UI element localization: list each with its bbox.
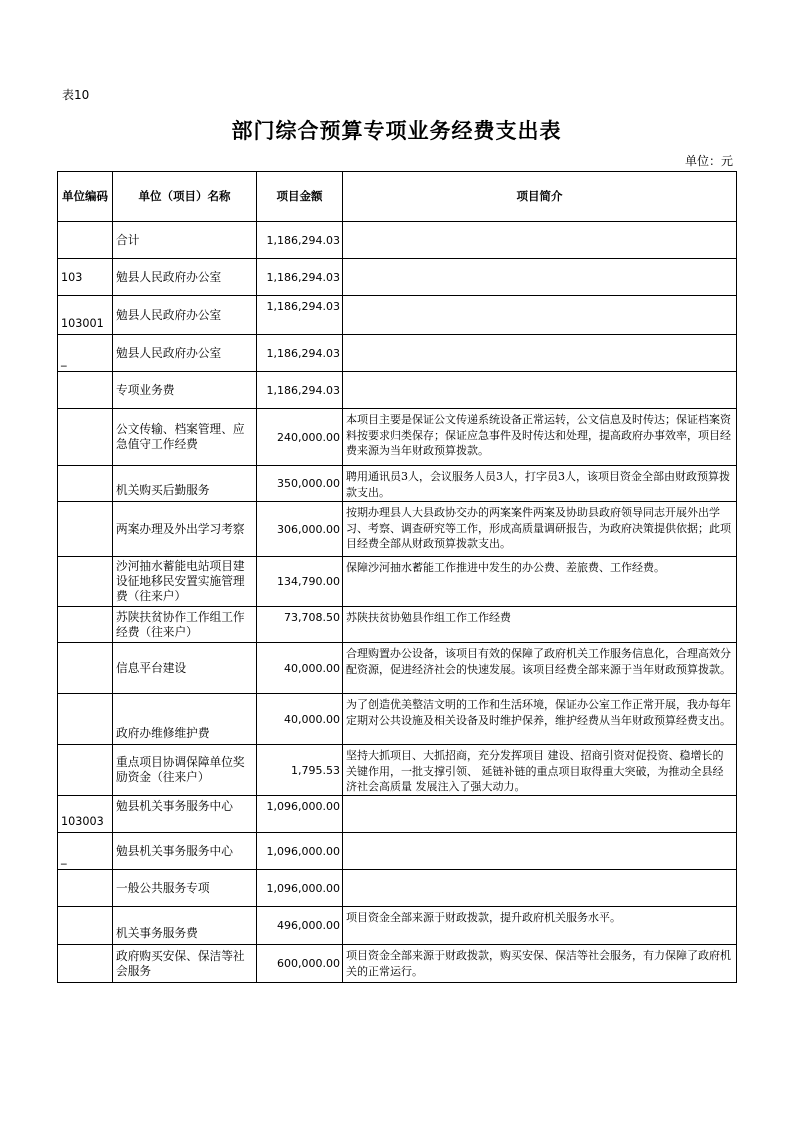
row-project-name: 两案办理及外出学习考察 (113, 502, 257, 557)
row-description: 坚持大抓项目、大抓招商，充分发挥项目 建设、招商引资对促投资、稳增长的关键作用，一批支撑引领、 延链补链的重点项目取得重大突破，为推动全县经济社会高质量 发展注入了强大动力。 (343, 745, 737, 796)
row-description: 聘用通讯员3人，会议服务人员3人，打字员3人，该项目资金全部由财政预算拨款支出。 (343, 466, 737, 502)
row-unit-code (58, 502, 113, 557)
row-unit-code (58, 409, 113, 466)
table-row (58, 409, 737, 466)
row-description: 按期办理县人大县政协交办的两案案件两案及协助县政府领导同志开展外出学习、考察、调查研究等工作，形成高质量调研报告，为政府决策提供依据；此项目经费全部从财政预算拨款支出。 (343, 502, 737, 557)
row-description (343, 259, 737, 296)
page-title: 部门综合预算专项业务经费支出表 (231, 118, 562, 143)
row-project-name: 勉县人民政府办公室 (113, 259, 257, 296)
row-amount: 1,096,000.00 (257, 796, 343, 833)
row-amount: 1,186,294.03 (257, 296, 343, 335)
row-description (343, 796, 737, 833)
budget-table (57, 171, 737, 983)
table-row (58, 607, 737, 643)
row-unit-code: 103 (58, 259, 113, 296)
row-project-name: 沙河抽水蓄能电站项目建设征地移民安置实施管理费（往来户） (113, 557, 257, 607)
table-body (58, 222, 737, 983)
row-project-name: 一般公共服务专项 (113, 870, 257, 907)
row-description: 本项目主要是保证公文传递系统设备正常运转，公文信息及时传达；保证档案资料按要求归类保存；保证应急事件及时传达和处理，提高政府办事效率，项目经费来源为当年财政预算拨款。 (343, 409, 737, 466)
row-project-name: 勉县人民政府办公室 (113, 335, 257, 372)
row-description (343, 372, 737, 409)
row-description: 苏陕扶贫协勉县作组工作工作经费 (343, 607, 737, 643)
row-unit-code: 103003 (58, 796, 113, 833)
table-row (58, 296, 737, 335)
row-project-name: 政府购买安保、保洁等社会服务 (113, 945, 257, 983)
row-unit-code (58, 643, 113, 694)
row-project-name: 政府办维修维护费 (113, 694, 257, 745)
row-description (343, 222, 737, 259)
row-unit-code (58, 607, 113, 643)
row-amount: 496,000.00 (257, 907, 343, 945)
row-unit-code (58, 372, 113, 409)
row-unit-code: _ (58, 335, 113, 372)
row-amount: 1,096,000.00 (257, 870, 343, 907)
table-row (58, 643, 737, 694)
row-amount: 306,000.00 (257, 502, 343, 557)
header-amount: 项目金额 (257, 172, 343, 222)
table-row (58, 466, 737, 502)
row-project-name: 勉县机关事务服务中心 (113, 796, 257, 833)
row-unit-code (58, 557, 113, 607)
row-description (343, 870, 737, 907)
row-project-name: 重点项目协调保障单位奖励资金（往来户） (113, 745, 257, 796)
table-row (58, 557, 737, 607)
row-project-name: 机关事务服务费 (113, 907, 257, 945)
row-unit-code (58, 694, 113, 745)
table-row (58, 335, 737, 372)
row-unit-code (58, 466, 113, 502)
table-row (58, 745, 737, 796)
row-amount: 1,186,294.03 (257, 372, 343, 409)
table-row (58, 372, 737, 409)
table-row (58, 502, 737, 557)
row-unit-code (58, 870, 113, 907)
row-description: 项目资金全部来源于财政拨款，购买安保、保洁等社会服务，有力保障了政府机关的正常运行。 (343, 945, 737, 983)
table-row (58, 222, 737, 259)
row-amount: 350,000.00 (257, 466, 343, 502)
row-amount: 1,186,294.03 (257, 259, 343, 296)
row-amount: 1,795.53 (257, 745, 343, 796)
row-description: 合理购置办公设备，该项目有效的保障了政府机关工作服务信息化，合理高效分配资源，促进经济社会的快速发展。该项目经费全部来源于当年财政预算拨款。 (343, 643, 737, 694)
row-description: 项目资金全部来源于财政拨款，提升政府机关服务水平。 (343, 907, 737, 945)
row-unit-code (58, 745, 113, 796)
row-unit-code (58, 222, 113, 259)
row-project-name: 专项业务费 (113, 372, 257, 409)
row-project-name: 信息平台建设 (113, 643, 257, 694)
unit-label: 单位：元 (684, 154, 733, 168)
table-row (58, 907, 737, 945)
row-amount: 1,096,000.00 (257, 833, 343, 870)
row-amount: 40,000.00 (257, 643, 343, 694)
row-project-name: 合计 (113, 222, 257, 259)
row-project-name: 公文传输、档案管理、应急值守工作经费 (113, 409, 257, 466)
row-project-name: 机关购买后勤服务 (113, 466, 257, 502)
row-amount: 73,708.50 (257, 607, 343, 643)
table-row (58, 833, 737, 870)
row-amount: 240,000.00 (257, 409, 343, 466)
row-unit-code (58, 945, 113, 983)
row-description: 为了创造优美整洁文明的工作和生活环境，保证办公室工作正常开展，我办每年定期对公共设施及相关设备及时维护保养，维护经费从当年财政预算经费支出。 (343, 694, 737, 745)
header-row (58, 172, 737, 222)
row-amount: 134,790.00 (257, 557, 343, 607)
header-code: 单位编码 (58, 172, 113, 222)
table-row (58, 945, 737, 983)
row-project-name: 勉县人民政府办公室 (113, 296, 257, 335)
header-name: 单位（项目）名称 (113, 172, 257, 222)
table-row (58, 870, 737, 907)
table-row (58, 796, 737, 833)
row-description (343, 335, 737, 372)
table-row (58, 259, 737, 296)
row-description (343, 833, 737, 870)
row-unit-code: _ (58, 833, 113, 870)
row-amount: 40,000.00 (257, 694, 343, 745)
row-amount: 600,000.00 (257, 945, 343, 983)
row-project-name: 勉县机关事务服务中心 (113, 833, 257, 870)
row-description (343, 296, 737, 335)
row-amount: 1,186,294.03 (257, 335, 343, 372)
table-row (58, 694, 737, 745)
header-description: 项目简介 (343, 172, 737, 222)
table-number: 表10 (62, 88, 90, 102)
row-unit-code (58, 907, 113, 945)
row-description: 保障沙河抽水蓄能工作推进中发生的办公费、差旅费、工作经费。 (343, 557, 737, 607)
row-unit-code: 103001 (58, 296, 113, 335)
row-project-name: 苏陕扶贫协作工作组工作经费（往来户） (113, 607, 257, 643)
row-amount: 1,186,294.03 (257, 222, 343, 259)
